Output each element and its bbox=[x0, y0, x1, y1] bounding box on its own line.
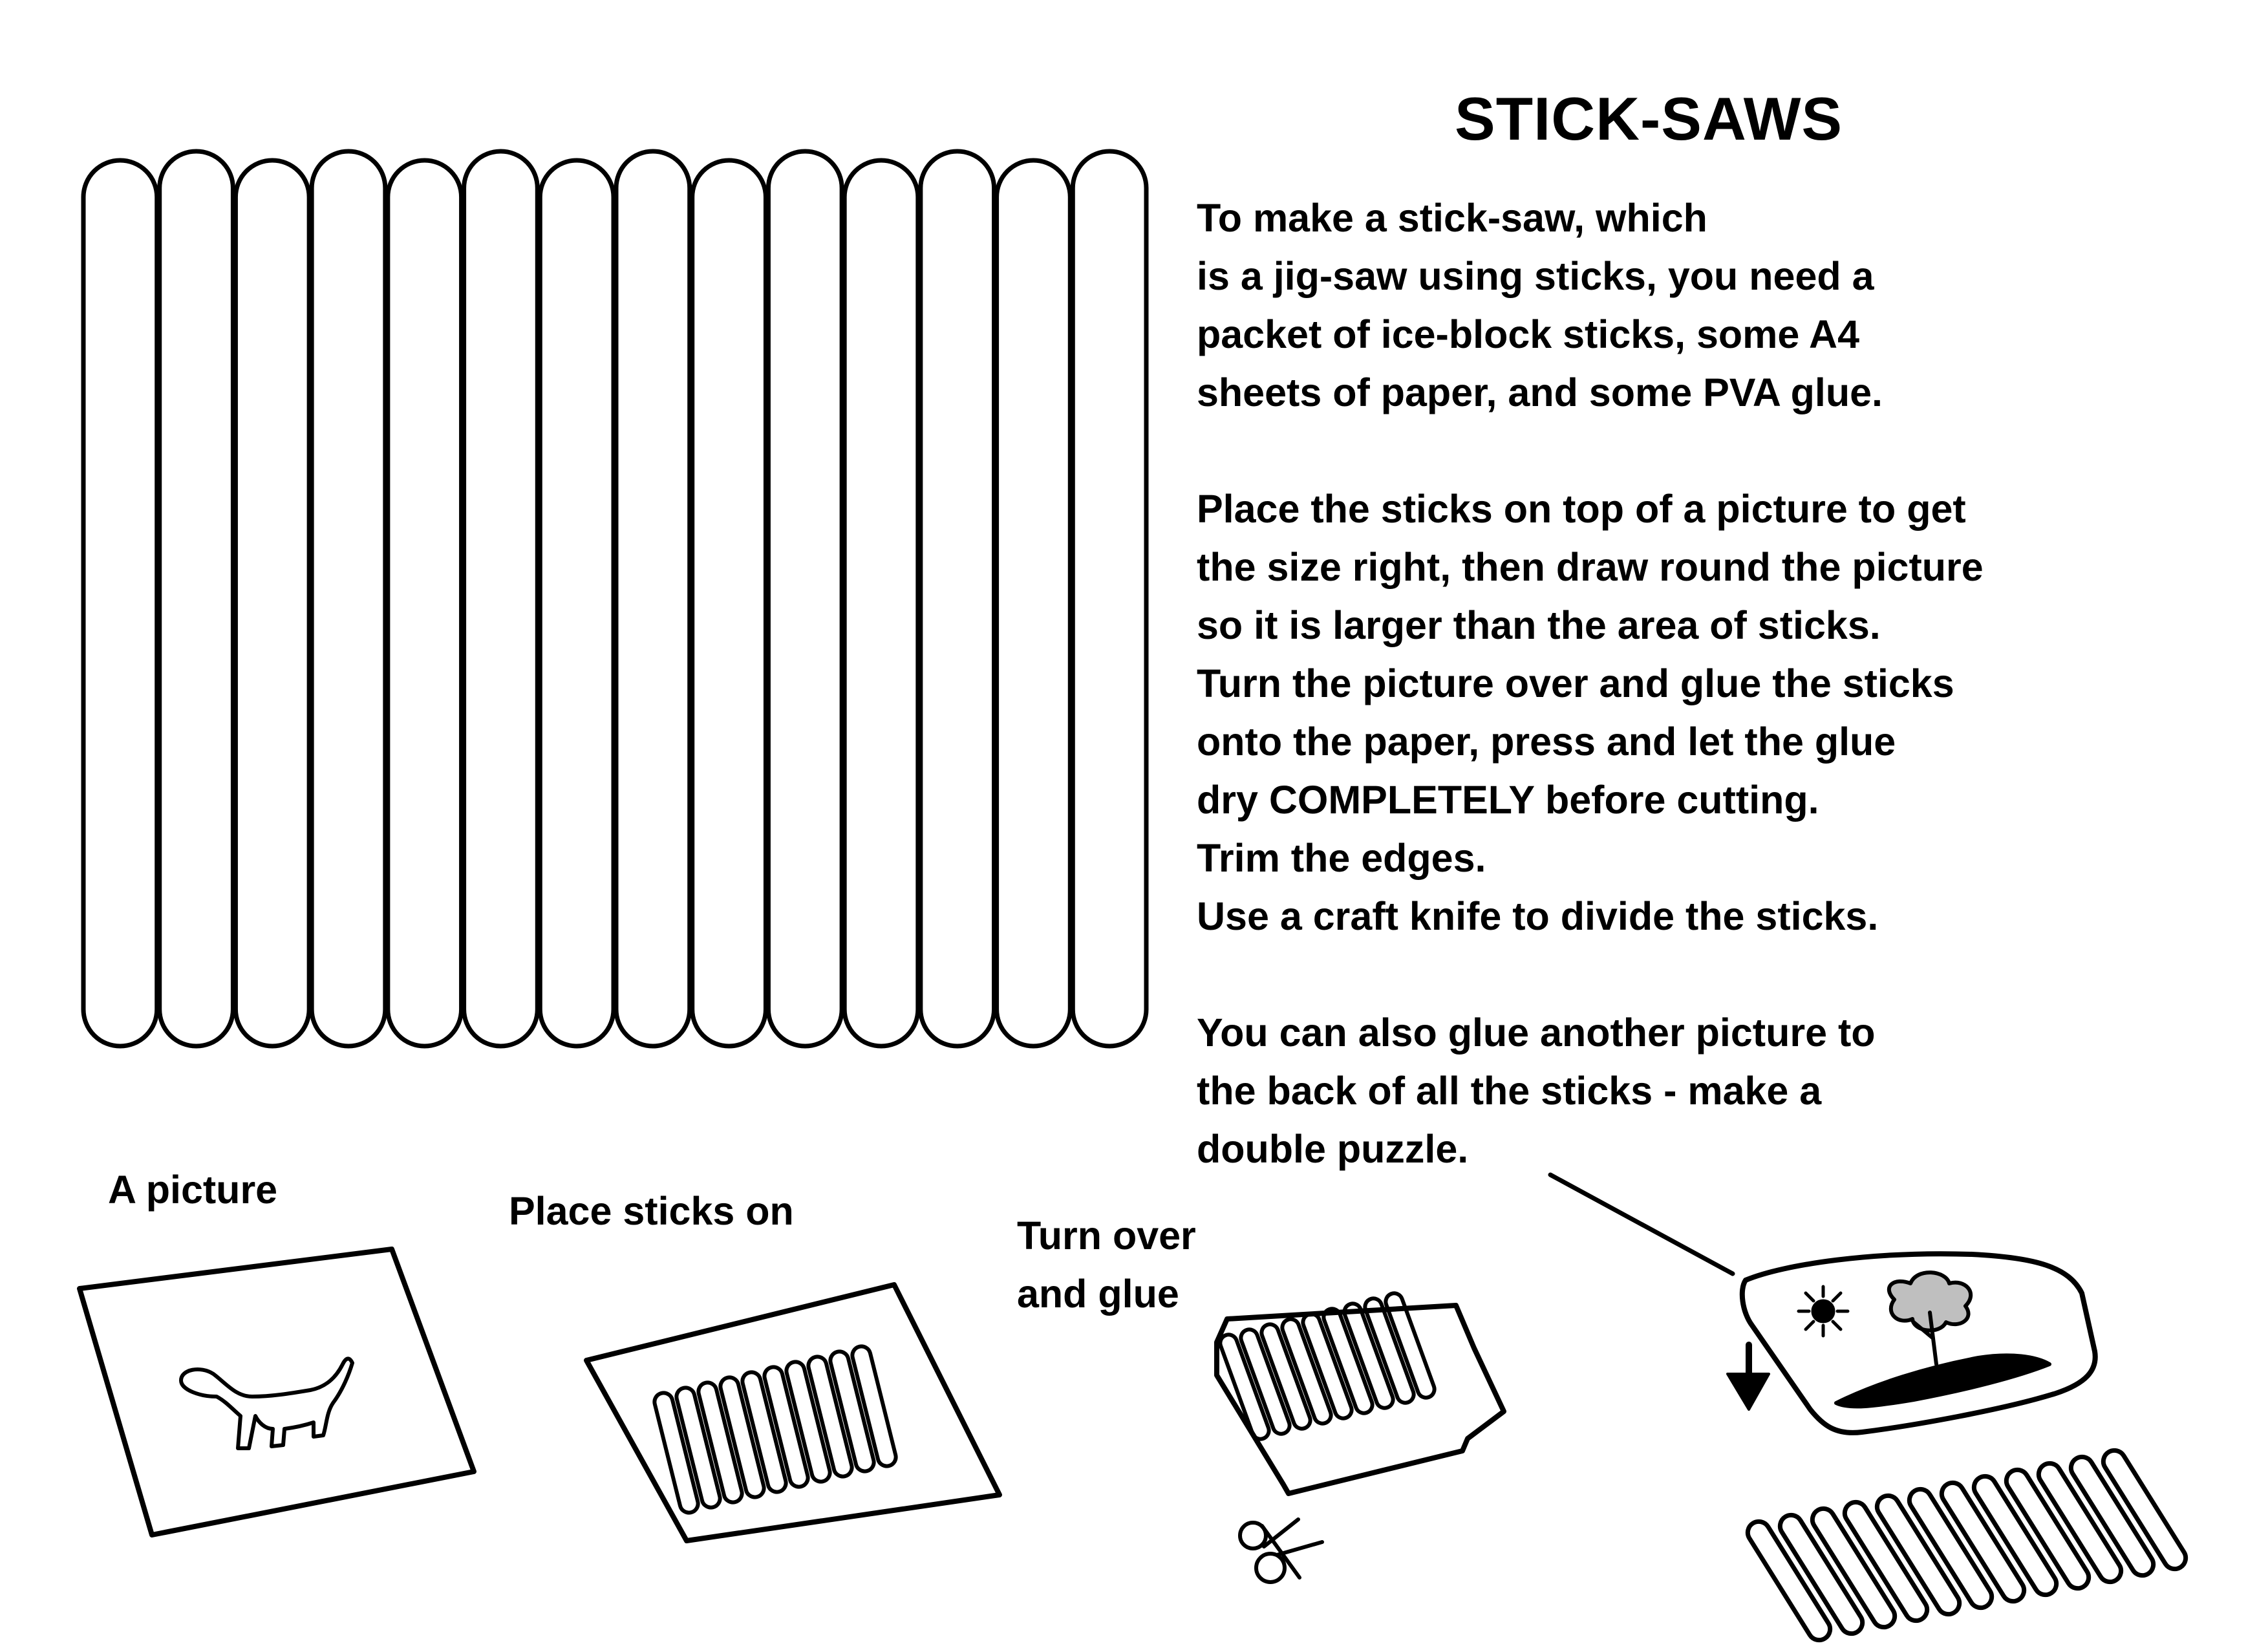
instruction-line: is a jig-saw using sticks, you need a bbox=[1197, 254, 1874, 298]
instruction-line: the back of all the sticks - make a bbox=[1197, 1069, 1822, 1113]
scissors-icon bbox=[1240, 1519, 1322, 1582]
double-puzzle bbox=[1728, 1254, 2190, 1644]
picture-sheet bbox=[80, 1249, 474, 1535]
sun-drawing bbox=[1799, 1287, 1848, 1336]
instruction-line: Use a craft knife to divide the sticks. bbox=[1197, 894, 1879, 938]
instruction-line: Turn the picture over and glue the sticks bbox=[1197, 661, 1954, 705]
step-label-line: and glue bbox=[1017, 1272, 1179, 1316]
instruction-line: so it is larger than the area of sticks. bbox=[1197, 603, 1881, 647]
instruction-line: the size right, then draw round the picture bbox=[1197, 545, 1984, 589]
instruction-line: To make a stick-saw, which bbox=[1197, 196, 1707, 240]
step-label-place-sticks: Place sticks on bbox=[509, 1189, 794, 1233]
step-label-line: Turn over bbox=[1017, 1214, 1196, 1258]
small-sticks bbox=[652, 1344, 897, 1514]
glued-sticks bbox=[1217, 1291, 1504, 1582]
instruction-line: sheets of paper, and some PVA glue. bbox=[1197, 370, 1883, 414]
instruction-line: dry COMPLETELY before cutting. bbox=[1197, 778, 1819, 822]
step-label-picture: A picture bbox=[108, 1168, 278, 1212]
down-arrow-icon bbox=[1728, 1345, 1769, 1409]
pointer-line bbox=[1550, 1175, 1733, 1274]
instruction-line: You can also glue another picture to bbox=[1197, 1011, 1876, 1055]
instruction-line: double puzzle. bbox=[1197, 1127, 1469, 1171]
instruction-line: packet of ice-block sticks, some A4 bbox=[1197, 312, 1859, 356]
instruction-line: Trim the edges. bbox=[1197, 836, 1486, 880]
sticks-on-sheet bbox=[586, 1285, 1000, 1541]
instruction-line: onto the paper, press and let the glue bbox=[1197, 720, 1896, 764]
back-sticks bbox=[1744, 1446, 2190, 1644]
instruction-line: Place the sticks on top of a picture to get bbox=[1197, 487, 1966, 531]
page-title: STICK-SAWS bbox=[1455, 85, 1843, 153]
dinosaur-drawing bbox=[181, 1358, 352, 1448]
